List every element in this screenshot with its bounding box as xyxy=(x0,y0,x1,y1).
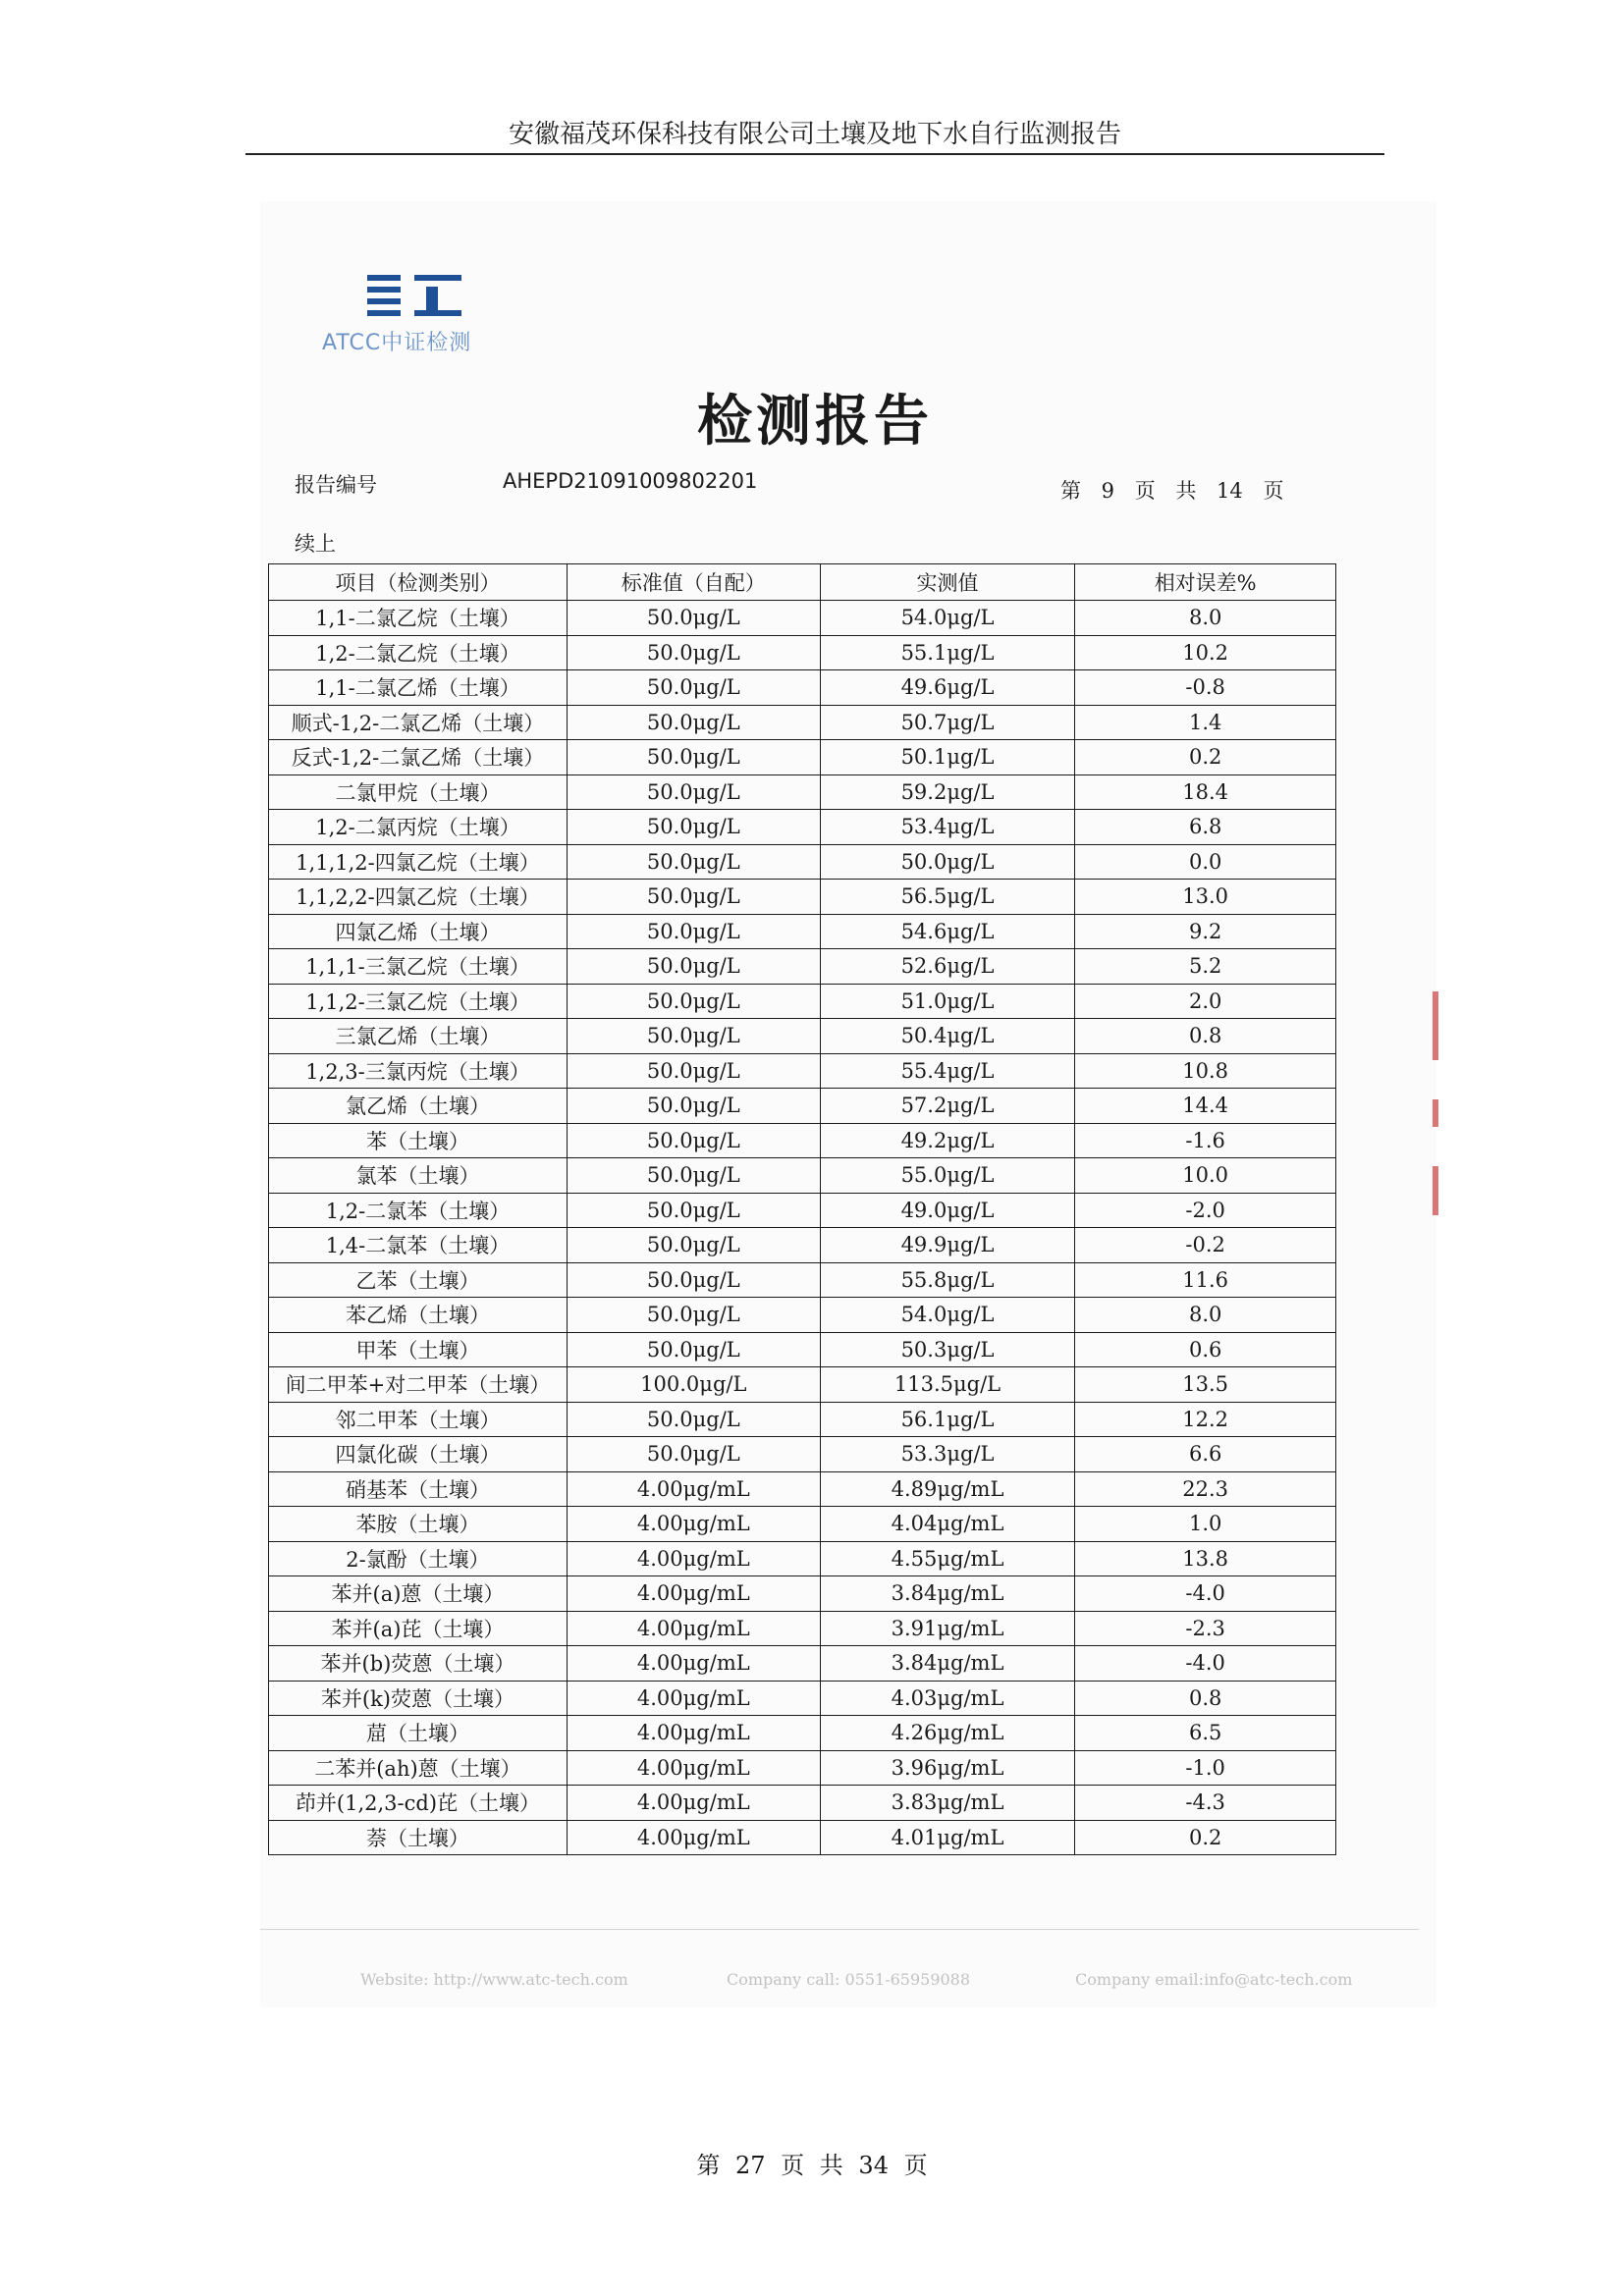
table-row xyxy=(269,914,1336,949)
standard-value-cell: 50.0μg/L xyxy=(567,601,820,636)
measured-value-cell: 56.1μg/L xyxy=(820,1402,1075,1437)
relative-error-cell: 14.4 xyxy=(1075,1089,1336,1124)
measured-value-cell: 4.03μg/mL xyxy=(820,1681,1075,1716)
item-cell: 1,4-二氯苯（土壤） xyxy=(269,1228,568,1263)
standard-value-cell: 50.0μg/L xyxy=(567,1053,820,1089)
measured-value-cell: 4.26μg/mL xyxy=(820,1716,1075,1751)
red-seal-edge xyxy=(1431,982,1440,1237)
relative-error-cell: 6.6 xyxy=(1075,1437,1336,1472)
table-row xyxy=(269,880,1336,915)
relative-error-cell: 5.2 xyxy=(1075,949,1336,985)
table-row xyxy=(269,1298,1336,1333)
measured-value-cell: 50.3μg/L xyxy=(820,1332,1075,1367)
table-row xyxy=(269,810,1336,845)
item-cell: 1,1-二氯乙烷（土壤） xyxy=(269,601,568,636)
footer-website: Website: http://www.atc-tech.com xyxy=(360,1970,628,1989)
standard-value-cell: 4.00μg/mL xyxy=(567,1471,820,1507)
standard-value-cell: 50.0μg/L xyxy=(567,1193,820,1228)
table-row xyxy=(269,1437,1336,1472)
table-row xyxy=(269,774,1336,810)
table-row xyxy=(269,740,1336,775)
footer-email: Company email:info@atc-tech.com xyxy=(1075,1970,1353,1989)
table-row xyxy=(269,1471,1336,1507)
measured-value-cell: 50.7μg/L xyxy=(820,705,1075,740)
item-cell: 茚并(1,2,3-cd)芘（土壤） xyxy=(269,1786,568,1821)
relative-error-cell: -0.2 xyxy=(1075,1228,1336,1263)
relative-error-cell: 1.0 xyxy=(1075,1507,1336,1542)
relative-error-cell: 9.2 xyxy=(1075,914,1336,949)
item-cell: 苯（土壤） xyxy=(269,1123,568,1158)
standard-value-cell: 50.0μg/L xyxy=(567,1228,820,1263)
column-header: 项目（检测类别） xyxy=(269,564,568,601)
measured-value-cell: 56.5μg/L xyxy=(820,880,1075,915)
table-row xyxy=(269,1611,1336,1646)
item-cell: 二氯甲烷（土壤） xyxy=(269,774,568,810)
relative-error-cell: 1.4 xyxy=(1075,705,1336,740)
measured-value-cell: 55.8μg/L xyxy=(820,1262,1075,1298)
measured-value-cell: 4.04μg/mL xyxy=(820,1507,1075,1542)
item-cell: 四氯化碳（土壤） xyxy=(269,1437,568,1472)
relative-error-cell: -1.6 xyxy=(1075,1123,1336,1158)
relative-error-cell: 0.0 xyxy=(1075,844,1336,880)
item-cell: 硝基苯（土壤） xyxy=(269,1471,568,1507)
measured-value-cell: 53.3μg/L xyxy=(820,1437,1075,1472)
relative-error-cell: 0.8 xyxy=(1075,1019,1336,1054)
atcc-logo-icon xyxy=(367,275,465,318)
measured-value-cell: 57.2μg/L xyxy=(820,1089,1075,1124)
item-cell: 乙苯（土壤） xyxy=(269,1262,568,1298)
item-cell: 四氯乙烯（土壤） xyxy=(269,914,568,949)
table-row xyxy=(269,1053,1336,1089)
standard-value-cell: 50.0μg/L xyxy=(567,984,820,1019)
standard-value-cell: 4.00μg/mL xyxy=(567,1541,820,1576)
standard-value-cell: 50.0μg/L xyxy=(567,880,820,915)
table-row xyxy=(269,1332,1336,1367)
report-number-label: 报告编号 xyxy=(295,473,377,497)
table-row xyxy=(269,601,1336,636)
table-row xyxy=(269,1541,1336,1576)
table-row xyxy=(269,1507,1336,1542)
measured-value-cell: 4.01μg/mL xyxy=(820,1820,1075,1855)
relative-error-cell: -2.3 xyxy=(1075,1611,1336,1646)
standard-value-cell: 4.00μg/mL xyxy=(567,1716,820,1751)
item-cell: 1,1,2,2-四氯乙烷（土壤） xyxy=(269,880,568,915)
table-header-row xyxy=(269,564,1336,601)
standard-value-cell: 4.00μg/mL xyxy=(567,1646,820,1682)
item-cell: 顺式-1,2-二氯乙烯（土壤） xyxy=(269,705,568,740)
standard-value-cell: 4.00μg/mL xyxy=(567,1786,820,1821)
item-cell: 苯乙烯（土壤） xyxy=(269,1298,568,1333)
table-row xyxy=(269,1262,1336,1298)
column-header: 标准值（自配） xyxy=(567,564,820,601)
measured-value-cell: 59.2μg/L xyxy=(820,774,1075,810)
footer-phone: Company call: 0551-65959088 xyxy=(727,1970,971,1989)
measured-value-cell: 50.1μg/L xyxy=(820,740,1075,775)
item-cell: 1,1-二氯乙烯（土壤） xyxy=(269,670,568,706)
relative-error-cell: -2.0 xyxy=(1075,1193,1336,1228)
standard-value-cell: 50.0μg/L xyxy=(567,1089,820,1124)
table-row xyxy=(269,1716,1336,1751)
table-row xyxy=(269,844,1336,880)
measured-value-cell: 55.4μg/L xyxy=(820,1053,1075,1089)
relative-error-cell: -4.0 xyxy=(1075,1576,1336,1612)
column-header: 实测值 xyxy=(820,564,1075,601)
standard-value-cell: 50.0μg/L xyxy=(567,914,820,949)
continued-label: 续上 xyxy=(295,532,336,556)
table-row xyxy=(269,1193,1336,1228)
standard-value-cell: 4.00μg/mL xyxy=(567,1611,820,1646)
relative-error-cell: 22.3 xyxy=(1075,1471,1336,1507)
standard-value-cell: 50.0μg/L xyxy=(567,1402,820,1437)
relative-error-cell: 10.0 xyxy=(1075,1158,1336,1194)
standard-value-cell: 50.0μg/L xyxy=(567,635,820,670)
item-cell: 二苯并(ah)蒽（土壤） xyxy=(269,1750,568,1786)
relative-error-cell: 10.8 xyxy=(1075,1053,1336,1089)
measured-value-cell: 3.91μg/mL xyxy=(820,1611,1075,1646)
logo-text: ATCC中证检测 xyxy=(322,331,472,355)
relative-error-cell: 0.2 xyxy=(1075,1820,1336,1855)
item-cell: 邻二甲苯（土壤） xyxy=(269,1402,568,1437)
table-row xyxy=(269,1402,1336,1437)
item-cell: 1,2-二氯乙烷（土壤） xyxy=(269,635,568,670)
item-cell: 间二甲苯+对二甲苯（土壤） xyxy=(269,1367,568,1403)
relative-error-cell: 13.5 xyxy=(1075,1367,1336,1403)
relative-error-cell: 11.6 xyxy=(1075,1262,1336,1298)
table-row xyxy=(269,1750,1336,1786)
standard-value-cell: 50.0μg/L xyxy=(567,810,820,845)
standard-value-cell: 50.0μg/L xyxy=(567,774,820,810)
item-cell: 反式-1,2-二氯乙烯（土壤） xyxy=(269,740,568,775)
report-number: AHEPD21091009802201 xyxy=(503,469,758,493)
table-row xyxy=(269,1367,1336,1403)
table-row xyxy=(269,1158,1336,1194)
standard-value-cell: 50.0μg/L xyxy=(567,949,820,985)
footer-rule xyxy=(260,1929,1419,1930)
measured-value-cell: 53.4μg/L xyxy=(820,810,1075,845)
item-cell: 1,1,2-三氯乙烷（土壤） xyxy=(269,984,568,1019)
measured-value-cell: 50.0μg/L xyxy=(820,844,1075,880)
measured-value-cell: 55.1μg/L xyxy=(820,635,1075,670)
relative-error-cell: -0.8 xyxy=(1075,670,1336,706)
relative-error-cell: 0.2 xyxy=(1075,740,1336,775)
standard-value-cell: 4.00μg/mL xyxy=(567,1820,820,1855)
table-row xyxy=(269,984,1336,1019)
report-page-info: 第 9 页 共 14 页 xyxy=(1060,479,1284,503)
standard-value-cell: 4.00μg/mL xyxy=(567,1507,820,1542)
relative-error-cell: 10.2 xyxy=(1075,635,1336,670)
measured-value-cell: 3.84μg/mL xyxy=(820,1646,1075,1682)
table-row xyxy=(269,949,1336,985)
measured-value-cell: 49.2μg/L xyxy=(820,1123,1075,1158)
measured-value-cell: 49.0μg/L xyxy=(820,1193,1075,1228)
measured-value-cell: 3.84μg/mL xyxy=(820,1576,1075,1612)
relative-error-cell: 13.0 xyxy=(1075,880,1336,915)
measured-value-cell: 50.4μg/L xyxy=(820,1019,1075,1054)
table-row xyxy=(269,1681,1336,1716)
table-row xyxy=(269,1123,1336,1158)
item-cell: 氯苯（土壤） xyxy=(269,1158,568,1194)
table-row xyxy=(269,1646,1336,1682)
measured-value-cell: 49.6μg/L xyxy=(820,670,1075,706)
standard-value-cell: 100.0μg/L xyxy=(567,1367,820,1403)
relative-error-cell: 6.5 xyxy=(1075,1716,1336,1751)
measured-value-cell: 55.0μg/L xyxy=(820,1158,1075,1194)
table-row xyxy=(269,635,1336,670)
standard-value-cell: 50.0μg/L xyxy=(567,1298,820,1333)
relative-error-cell: 12.2 xyxy=(1075,1402,1336,1437)
relative-error-cell: 8.0 xyxy=(1075,1298,1336,1333)
column-header: 相对误差% xyxy=(1075,564,1336,601)
item-cell: 苯胺（土壤） xyxy=(269,1507,568,1542)
standard-value-cell: 50.0μg/L xyxy=(567,1019,820,1054)
measured-value-cell: 4.55μg/mL xyxy=(820,1541,1075,1576)
item-cell: 苯并(b)荧蒽（土壤） xyxy=(269,1646,568,1682)
item-cell: 苯并(k)荧蒽（土壤） xyxy=(269,1681,568,1716)
relative-error-cell: 13.8 xyxy=(1075,1541,1336,1576)
report-title: 检测报告 xyxy=(697,389,933,454)
standard-value-cell: 50.0μg/L xyxy=(567,670,820,706)
page-number: 第 27 页 共 34 页 xyxy=(696,2152,928,2179)
header-rule xyxy=(245,153,1384,155)
standard-value-cell: 50.0μg/L xyxy=(567,705,820,740)
item-cell: 萘（土壤） xyxy=(269,1820,568,1855)
measured-value-cell: 49.9μg/L xyxy=(820,1228,1075,1263)
item-cell: 1,2-二氯苯（土壤） xyxy=(269,1193,568,1228)
item-cell: 1,1,1,2-四氯乙烷（土壤） xyxy=(269,844,568,880)
standard-value-cell: 50.0μg/L xyxy=(567,1158,820,1194)
table-row xyxy=(269,1019,1336,1054)
measured-value-cell: 3.83μg/mL xyxy=(820,1786,1075,1821)
item-cell: 1,2-二氯丙烷（土壤） xyxy=(269,810,568,845)
measured-value-cell: 3.96μg/mL xyxy=(820,1750,1075,1786)
table-row xyxy=(269,705,1336,740)
item-cell: 甲苯（土壤） xyxy=(269,1332,568,1367)
measured-value-cell: 4.89μg/mL xyxy=(820,1471,1075,1507)
measured-value-cell: 54.0μg/L xyxy=(820,1298,1075,1333)
standard-value-cell: 50.0μg/L xyxy=(567,844,820,880)
standard-value-cell: 4.00μg/mL xyxy=(567,1750,820,1786)
table-row xyxy=(269,1228,1336,1263)
item-cell: 氯乙烯（土壤） xyxy=(269,1089,568,1124)
item-cell: 1,2,3-三氯丙烷（土壤） xyxy=(269,1053,568,1089)
standard-value-cell: 50.0μg/L xyxy=(567,1437,820,1472)
relative-error-cell: -1.0 xyxy=(1075,1750,1336,1786)
item-cell: 1,1,1-三氯乙烷（土壤） xyxy=(269,949,568,985)
table-row xyxy=(269,1089,1336,1124)
measured-value-cell: 54.0μg/L xyxy=(820,601,1075,636)
relative-error-cell: 0.8 xyxy=(1075,1681,1336,1716)
standard-value-cell: 50.0μg/L xyxy=(567,740,820,775)
relative-error-cell: -4.0 xyxy=(1075,1646,1336,1682)
item-cell: 苯并(a)芘（土壤） xyxy=(269,1611,568,1646)
table-row xyxy=(269,670,1336,706)
relative-error-cell: 2.0 xyxy=(1075,984,1336,1019)
table-row xyxy=(269,1820,1336,1855)
results-table xyxy=(268,563,1336,1855)
table-row xyxy=(269,1786,1336,1821)
measured-value-cell: 51.0μg/L xyxy=(820,984,1075,1019)
relative-error-cell: 18.4 xyxy=(1075,774,1336,810)
relative-error-cell: 8.0 xyxy=(1075,601,1336,636)
standard-value-cell: 4.00μg/mL xyxy=(567,1576,820,1612)
standard-value-cell: 4.00μg/mL xyxy=(567,1681,820,1716)
standard-value-cell: 50.0μg/L xyxy=(567,1332,820,1367)
measured-value-cell: 52.6μg/L xyxy=(820,949,1075,985)
standard-value-cell: 50.0μg/L xyxy=(567,1123,820,1158)
item-cell: 2-氯酚（土壤） xyxy=(269,1541,568,1576)
relative-error-cell: 6.8 xyxy=(1075,810,1336,845)
relative-error-cell: -4.3 xyxy=(1075,1786,1336,1821)
standard-value-cell: 50.0μg/L xyxy=(567,1262,820,1298)
table-row xyxy=(269,1576,1336,1612)
relative-error-cell: 0.6 xyxy=(1075,1332,1336,1367)
item-cell: 苯并(a)蒽（土壤） xyxy=(269,1576,568,1612)
document-header: 安徽福茂环保科技有限公司土壤及地下水自行监测报告 xyxy=(508,120,1121,149)
item-cell: 三氯乙烯（土壤） xyxy=(269,1019,568,1054)
measured-value-cell: 54.6μg/L xyxy=(820,914,1075,949)
measured-value-cell: 113.5μg/L xyxy=(820,1367,1075,1403)
item-cell: 䓛（土壤） xyxy=(269,1716,568,1751)
